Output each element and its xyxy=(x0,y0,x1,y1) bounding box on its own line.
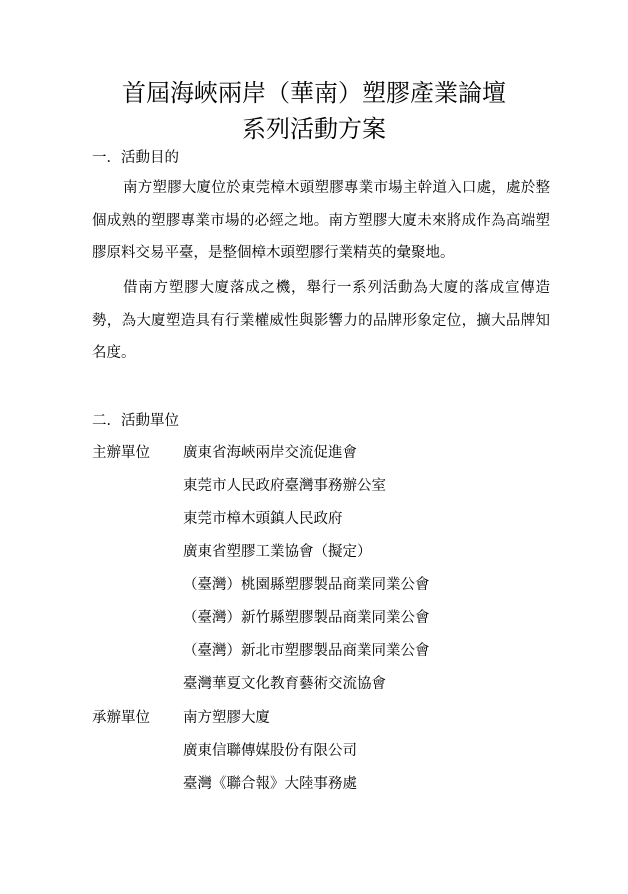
section-heading-units: 二．活動單位 xyxy=(92,413,179,429)
undertakers-label: 承辦單位 xyxy=(92,710,150,726)
paragraph: 南方塑膠大廈位於東莞樟木頭塑膠專業市場主幹道入口處，處於整個成熟的塑膠專業市場的必經之地。南方塑膠大廈未來將成作為高端塑膠原料交易平臺，是整個樟木頭塑膠行業精英的彙聚地。 xyxy=(92,180,550,261)
undertaker-item: 臺灣《聯合報》大陸事務處 xyxy=(183,776,357,792)
paragraph: 借南方塑膠大廈落成之機，舉行一系列活動為大廈的落成宣傳造勢，為大廈塑造具有行業權威性與影響力的品牌形象定位，擴大品牌知名度。 xyxy=(92,280,550,361)
organizer-item: （臺灣）新竹縣塑膠製品商業同業公會 xyxy=(183,610,430,626)
organizers-list xyxy=(183,443,430,707)
organizer-item: 東莞市樟木頭鎮人民政府 xyxy=(183,511,343,527)
organizer-item: （臺灣）桃園縣塑膠製品商業同業公會 xyxy=(183,577,430,593)
organizer-item: （臺灣）新北市塑膠製品商業同業公會 xyxy=(183,643,430,659)
organizer-item: 東莞市人民政府臺灣事務辦公室 xyxy=(183,478,386,494)
organizer-item: 臺灣華夏文化教育藝術交流協會 xyxy=(183,676,386,692)
organizers-label: 主辦單位 xyxy=(92,445,150,461)
organizer-item: 廣東省海峽兩岸交流促進會 xyxy=(183,445,357,461)
section-heading-purpose: 一．活動目的 xyxy=(92,150,179,166)
undertaker-item: 廣東信聯傳媒股份有限公司 xyxy=(183,743,357,759)
undertaker-item: 南方塑膠大廈 xyxy=(183,710,270,726)
document-subtitle: 系列活動方案 xyxy=(242,115,386,143)
document-title: 首屆海峽兩岸（華南）塑膠產業論壇 xyxy=(122,79,506,107)
organizer-item: 廣東省塑膠工業協會（擬定） xyxy=(183,544,372,560)
undertakers-list xyxy=(183,708,357,807)
